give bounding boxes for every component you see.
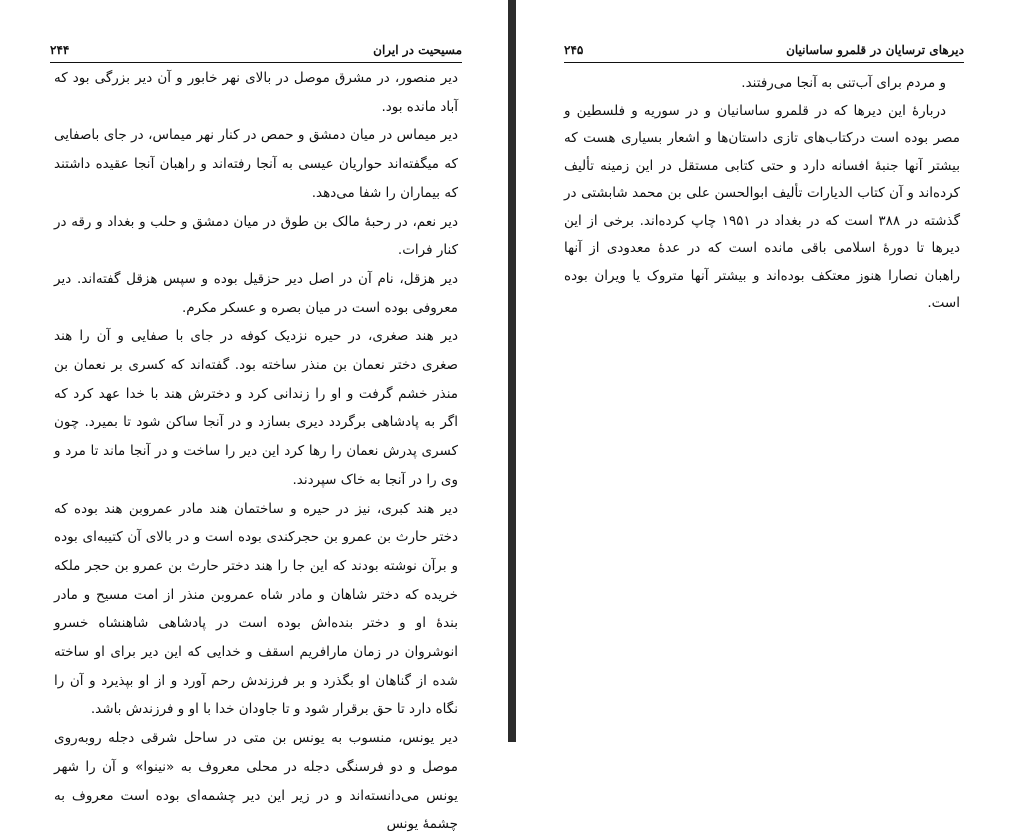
paragraph: دیر نعم، در رحبهٔ مالک بن طوق در میان دمشق و حلب و بغداد و رقه در کنار فرات. <box>54 213 458 259</box>
left-header-rule <box>50 62 462 63</box>
left-header-title: مسیحیت در ایران <box>373 43 462 57</box>
right-page-number: ۲۴۵ <box>564 43 584 57</box>
paragraph: دیر هند صغری، در حیره نزدیک کوفه در جای با صفایی و آن را هند صغری دختر نعمان بن منذر ساخته بود. گفته‌اند که کسری بر نعمان بن منذر خشم گرفت و او را زندانی کرد و دخترش هند با خدا عهد کرد که اگر به پادشاهی برگردد دیری بسازد و در آنجا ساکن شود تا بمیرد. چون کسری پدرش نعمان را رها کرد این دیر را ساخت و در آنجا ماند تا مرد و وی را در آنجا به خاک سپردند. <box>54 328 458 488</box>
paragraph: دیر میماس در میان دمشق و حمص در کنار نهر میماس، در جای باصفایی که میگفته‌اند حواریان عیسی به آنجا رفته‌اند و راهبان آنجا عقیده داشتند که بیماران را شفا می‌دهد. <box>54 127 458 201</box>
paragraph: دربارهٔ این دیرها که در قلمرو ساسانیان و در سوریه و فلسطین و مصر بوده است درکتاب‌های تازی داستان‌ها و اشعار بسیاری هست که بیشتر آنها جنبهٔ افسانه دارد و حتی کتابی مستقل در این زمینه تألیف کرده‌اند و آن کتاب الدیارات تألیف ابوالحسن علی بن محمد شابشتی در گذشته در ۳۸۸ است که در بغداد در ۱۹۵۱ چاپ کرده‌اند. برخی از این دیرها تا دورهٔ اسلامی باقی مانده است که در عدهٔ معدودی از آنها راهبان نصارا هنوز معتکف بوده‌اند و بیشتر آنها متروک یا ویران بوده است. <box>564 102 961 311</box>
left-page-header <box>50 40 462 60</box>
paragraph: دیر هند کبری، نیز در حیره و ساختمان هند مادر عمروبن هند بوده که دختر حارث بن عمرو بن حجرکندی بوده است و در بالای آن کتیبه‌ای بوده و برآن نوشته بودند که این جا را هند دختر حارث بن عمرو بن حجر ملکه خریده که دختر شاهان و مادر شاه عمروبن منذر از امت مسیح و مادر بندهٔ او و دختر بنده‌اش بوده است در پادشاهی شاهنشاه خسرو انوشروان در زمان مارافریم اسقف و خدایی که این دیر برای او ساخته شده از گناهان او بگذرد و بر فرزندش رحم آورد و از او بپذیرد و آن را نگاه دارد تا حق برقرار شود و تا جاودان خدا با او و فرزندش باشد. <box>54 500 458 718</box>
right-header-rule <box>564 62 964 63</box>
book-spine <box>508 0 516 742</box>
paragraph: و مردم برای آب‌تنی به آنجا می‌رفتند. <box>741 75 946 91</box>
right-page-header <box>564 40 964 60</box>
right-header-title: دیرهای ترسایان در قلمرو ساسانیان <box>786 43 964 57</box>
paragraph: دیر منصور، در مشرق موصل در بالای نهر خابور و آن دیر بزرگی بود که آباد مانده بود. <box>54 70 458 115</box>
left-page-body <box>54 64 458 839</box>
paragraph: دیر هزقل، نام آن در اصل دیر حزقیل بوده و سپس هزقل گفته‌اند. دیر معروفی بوده است در میان بصره و عسکر مکرم. <box>54 270 458 316</box>
right-page <box>516 0 1024 742</box>
right-page-body <box>564 70 960 318</box>
paragraph: دیر یونس، منسوب به یونس بن متی در ساحل شرقی دجله روبه‌روی موصل و دو فرسنگی دجله در محلی معروف به «نینوا» و آن را شهر یونس می‌دانسته‌اند و در زیر این دیر چشمه‌ای بوده است معروف به چشمهٔ یونس <box>54 730 458 833</box>
left-page-number: ۲۴۴ <box>50 43 70 57</box>
left-page <box>0 0 508 833</box>
